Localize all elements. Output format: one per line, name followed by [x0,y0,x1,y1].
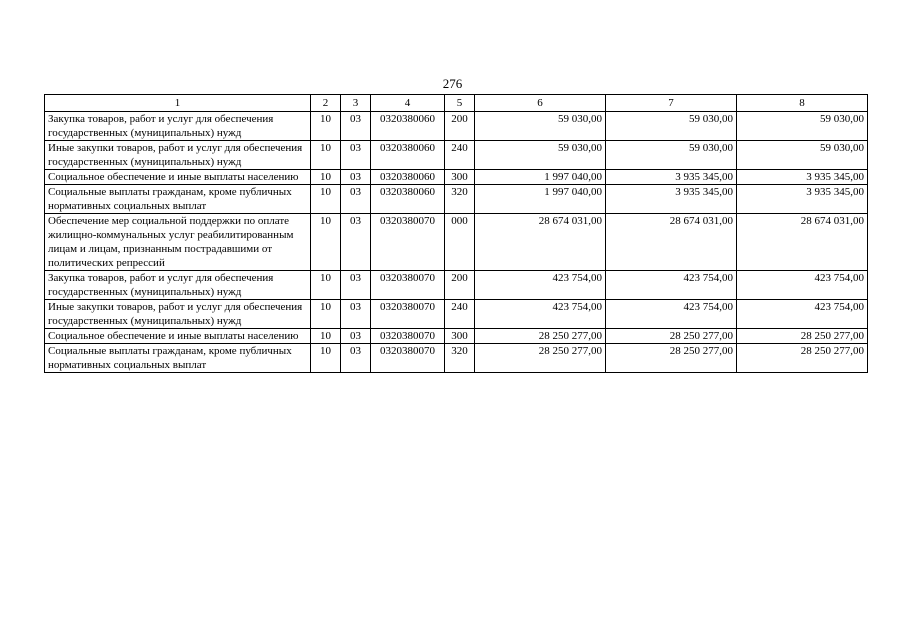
section-code: 10 [311,344,341,373]
table-row [45,185,868,214]
amount-col8: 28 250 277,00 [737,344,868,373]
amount-col6: 28 250 277,00 [475,329,606,344]
subsection-code: 03 [341,271,371,300]
amount-col6: 59 030,00 [475,141,606,170]
target-article-code: 0320380060 [371,170,445,185]
amount-col7: 59 030,00 [606,112,737,141]
page-number: 276 [442,76,463,91]
row-name: Социальное обеспечение и иные выплаты населению [45,329,311,344]
column-header: 2 [311,95,341,112]
row-name: Иные закупки товаров, работ и услуг для обеспечения государственных (муниципальных) нужд [45,141,311,170]
column-header: 5 [445,95,475,112]
amount-col7: 423 754,00 [606,300,737,329]
amount-col6: 28 250 277,00 [475,344,606,373]
amount-col8: 28 674 031,00 [737,214,868,271]
table-row [45,170,868,185]
target-article-code: 0320380060 [371,141,445,170]
expense-type-code: 200 [445,271,475,300]
section-code: 10 [311,271,341,300]
table-row [45,300,868,329]
expense-type-code: 320 [445,185,475,214]
table-row [45,271,868,300]
column-header: 3 [341,95,371,112]
table-row [45,141,868,170]
subsection-code: 03 [341,329,371,344]
column-header: 4 [371,95,445,112]
section-code: 10 [311,112,341,141]
amount-col8: 59 030,00 [737,141,868,170]
amount-col8: 423 754,00 [737,271,868,300]
section-code: 10 [311,170,341,185]
column-header: 6 [475,95,606,112]
amount-col6: 1 997 040,00 [475,185,606,214]
subsection-code: 03 [341,344,371,373]
amount-col8: 28 250 277,00 [737,329,868,344]
budget-table [44,94,868,373]
header-row [45,95,868,112]
column-header: 8 [737,95,868,112]
target-article-code: 0320380070 [371,214,445,271]
amount-col6: 59 030,00 [475,112,606,141]
expense-type-code: 240 [445,141,475,170]
amount-col7: 3 935 345,00 [606,170,737,185]
amount-col6: 423 754,00 [475,300,606,329]
target-article-code: 0320380070 [371,271,445,300]
expense-type-code: 200 [445,112,475,141]
row-name: Обеспечение мер социальной поддержки по оплате жилищно-коммунальных услуг реабилитированным лицам и лицам, признанным пострадавшими от политических репрессий [45,214,311,271]
amount-col7: 59 030,00 [606,141,737,170]
amount-col7: 28 674 031,00 [606,214,737,271]
expense-type-code: 300 [445,329,475,344]
target-article-code: 0320380060 [371,185,445,214]
subsection-code: 03 [341,170,371,185]
subsection-code: 03 [341,112,371,141]
amount-col8: 3 935 345,00 [737,185,868,214]
table-row [45,112,868,141]
target-article-code: 0320380070 [371,344,445,373]
amount-col7: 3 935 345,00 [606,185,737,214]
column-header: 1 [45,95,311,112]
row-name: Социальные выплаты гражданам, кроме публичных нормативных социальных выплат [45,185,311,214]
row-name: Закупка товаров, работ и услуг для обеспечения государственных (муниципальных) нужд [45,271,311,300]
amount-col8: 423 754,00 [737,300,868,329]
amount-col6: 28 674 031,00 [475,214,606,271]
target-article-code: 0320380070 [371,329,445,344]
subsection-code: 03 [341,300,371,329]
expense-type-code: 320 [445,344,475,373]
section-code: 10 [311,214,341,271]
target-article-code: 0320380070 [371,300,445,329]
amount-col7: 423 754,00 [606,271,737,300]
amount-col6: 423 754,00 [475,271,606,300]
expense-type-code: 240 [445,300,475,329]
target-article-code: 0320380060 [371,112,445,141]
column-header: 7 [606,95,737,112]
row-name: Иные закупки товаров, работ и услуг для обеспечения государственных (муниципальных) нужд [45,300,311,329]
expense-type-code: 300 [445,170,475,185]
table-row [45,344,868,373]
amount-col7: 28 250 277,00 [606,344,737,373]
row-name: Социальные выплаты гражданам, кроме публичных нормативных социальных выплат [45,344,311,373]
subsection-code: 03 [341,214,371,271]
amount-col6: 1 997 040,00 [475,170,606,185]
amount-col8: 59 030,00 [737,112,868,141]
table-row [45,329,868,344]
subsection-code: 03 [341,141,371,170]
section-code: 10 [311,329,341,344]
table-row [45,214,868,271]
row-name: Закупка товаров, работ и услуг для обеспечения государственных (муниципальных) нужд [45,112,311,141]
section-code: 10 [311,300,341,329]
amount-col8: 3 935 345,00 [737,170,868,185]
expense-type-code: 000 [445,214,475,271]
section-code: 10 [311,141,341,170]
row-name: Социальное обеспечение и иные выплаты населению [45,170,311,185]
section-code: 10 [311,185,341,214]
amount-col7: 28 250 277,00 [606,329,737,344]
subsection-code: 03 [341,185,371,214]
